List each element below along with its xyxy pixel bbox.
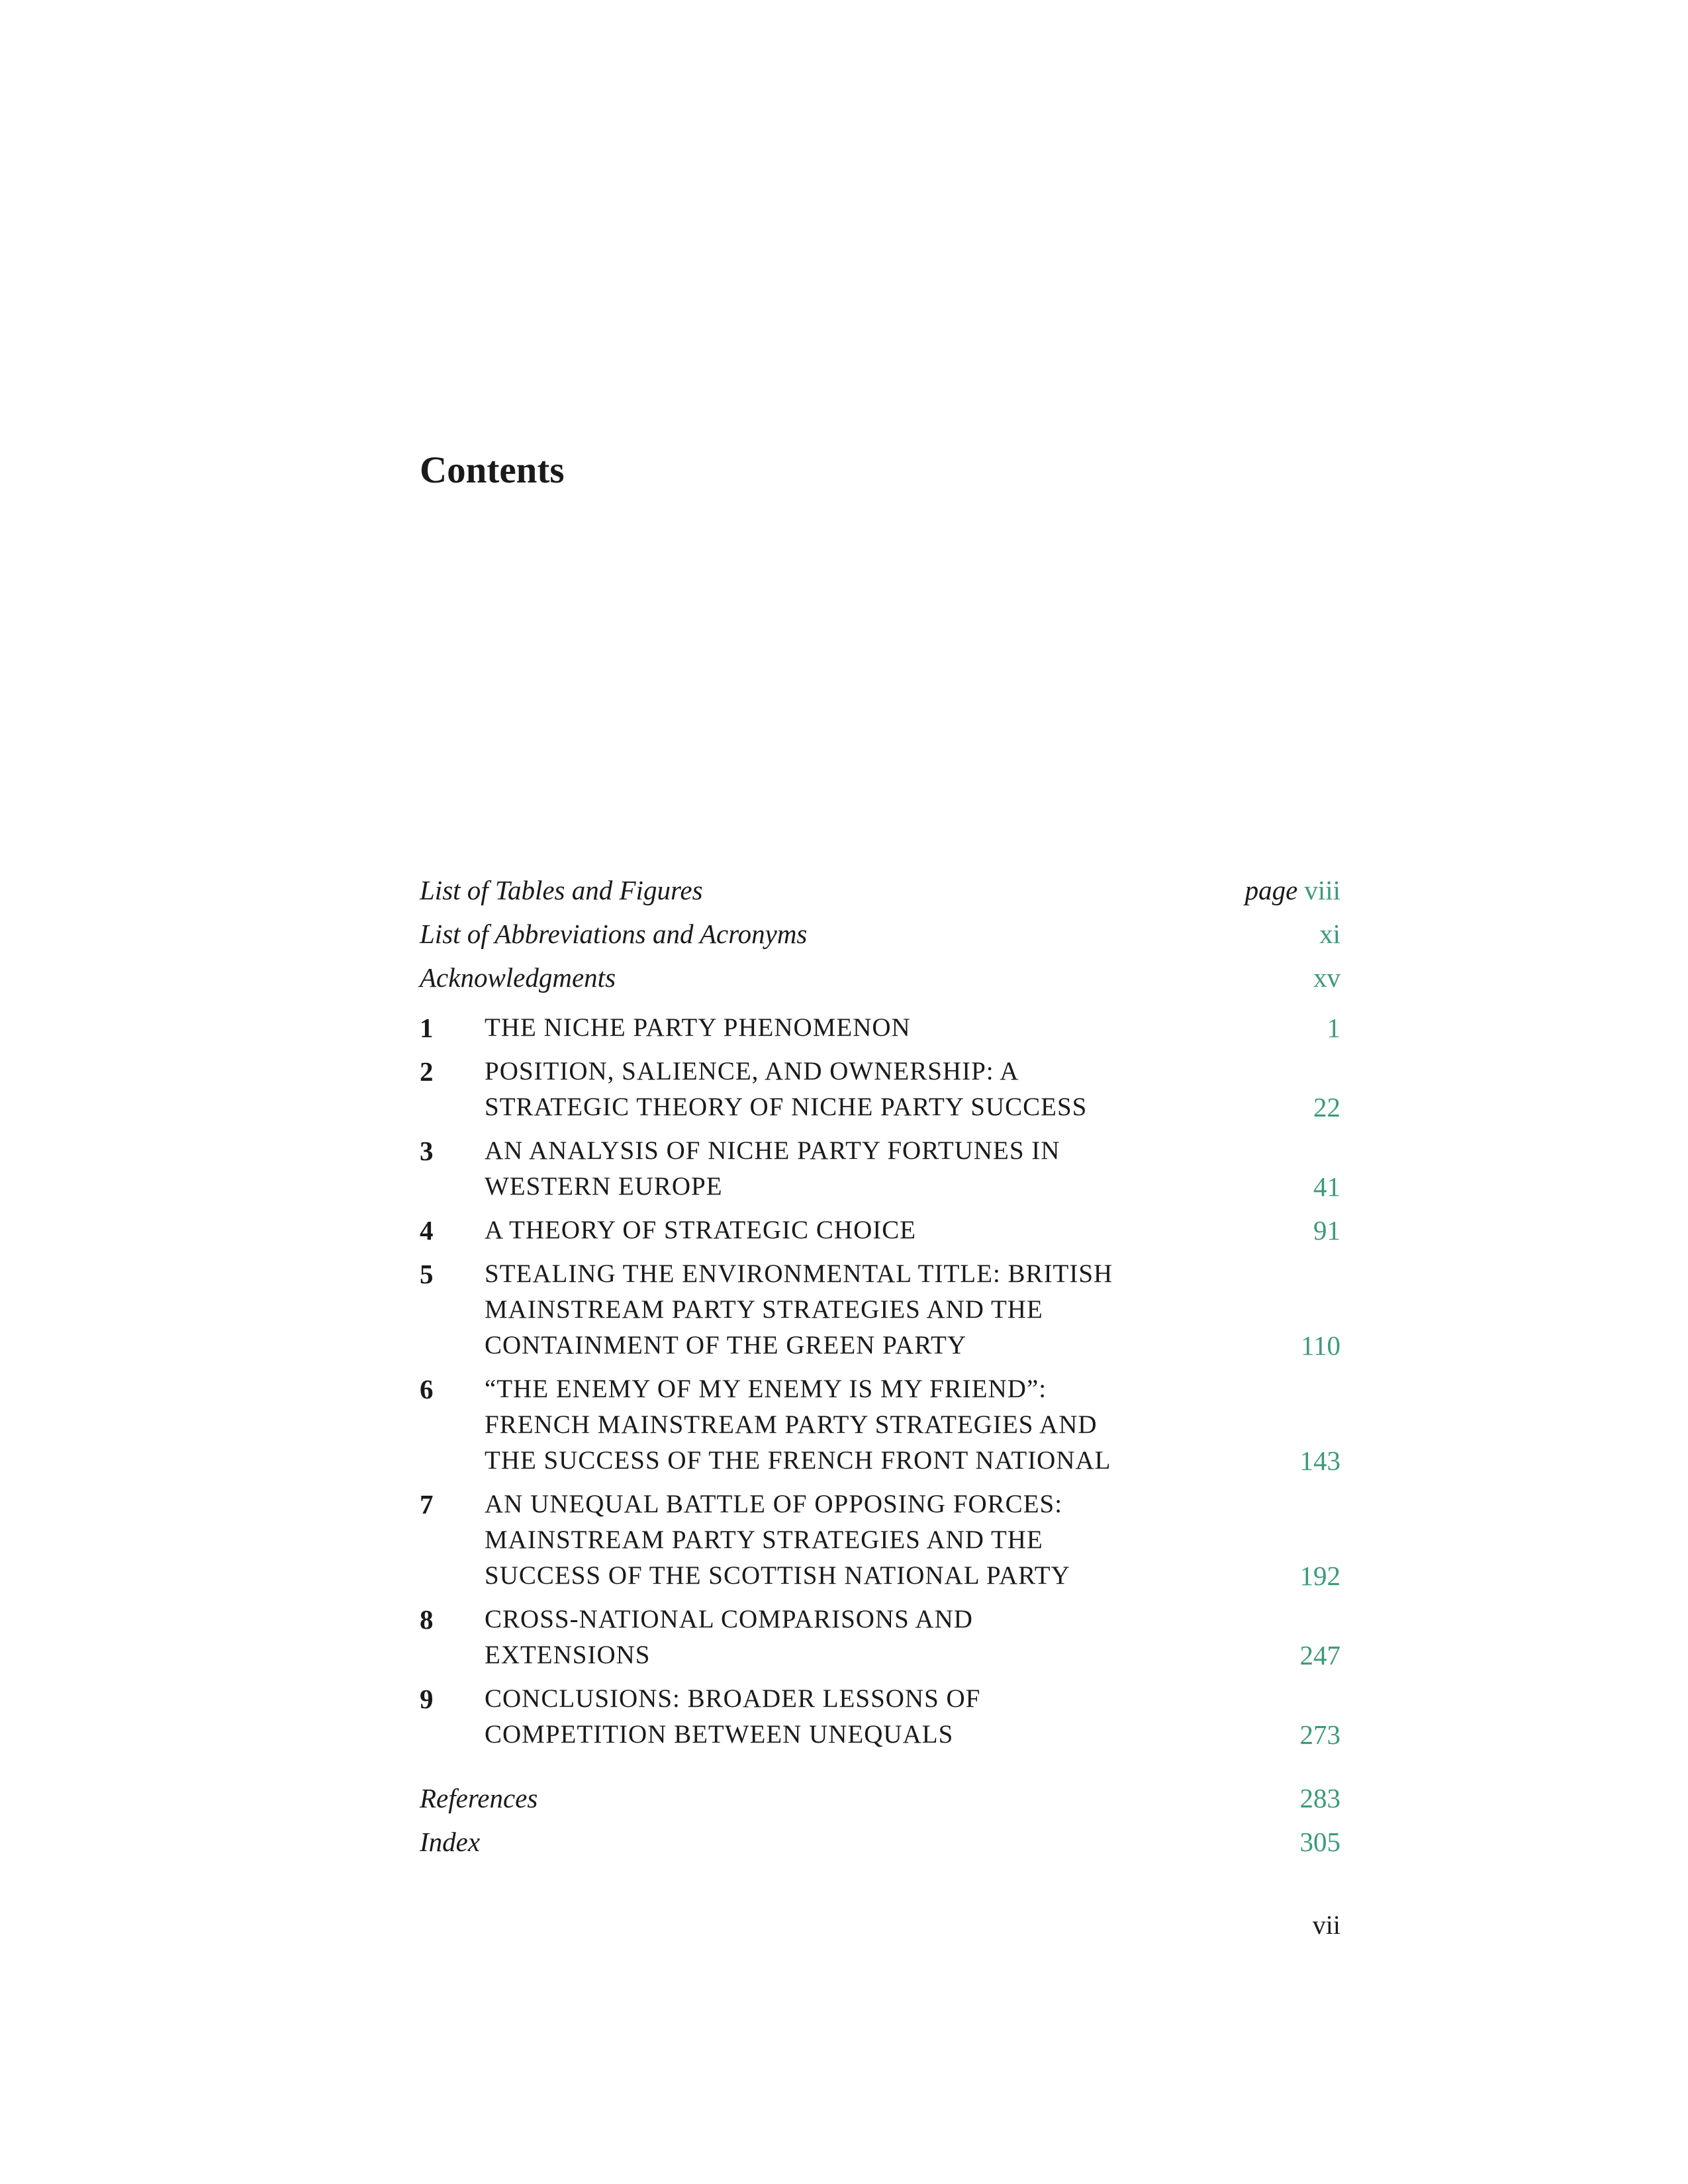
chapter-title xyxy=(485,1133,1288,1205)
page-number: 22 xyxy=(1313,1092,1340,1122)
page-number: 305 xyxy=(1299,1827,1340,1857)
chapter-number: 9 xyxy=(420,1684,434,1714)
chapter-title-line: EXTENSIONS xyxy=(485,1641,651,1669)
chapter-number: 3 xyxy=(420,1136,434,1166)
toc-chapter-8[interactable] xyxy=(420,1602,1340,1673)
toc-chapter-4[interactable] xyxy=(420,1212,1340,1248)
chapter-number: 4 xyxy=(420,1215,434,1246)
page-number: xi xyxy=(1319,919,1340,949)
chapter-title-line: STRATEGIC THEORY OF NICHE PARTY SUCCESS xyxy=(485,1093,1088,1121)
chapter-number: 7 xyxy=(420,1489,434,1520)
toc-chapter-7[interactable] xyxy=(420,1486,1340,1594)
toc-entry-abbreviations[interactable] xyxy=(420,908,1340,952)
toc-entry-tables-figures[interactable] xyxy=(420,864,1340,908)
toc-entry-title: List of Abbreviations and Acronyms xyxy=(420,919,808,949)
page-number: xv xyxy=(1313,962,1340,993)
chapter-title-line: A THEORY OF STRATEGIC CHOICE xyxy=(485,1216,917,1244)
chapter-number: 6 xyxy=(420,1374,434,1404)
chapter-title-line: THE SUCCESS OF THE FRENCH FRONT NATIONAL xyxy=(485,1446,1111,1475)
chapter-number: 1 xyxy=(420,1013,434,1043)
toc-entry-page xyxy=(1245,872,1340,908)
toc-entry-index[interactable] xyxy=(420,1816,1340,1860)
chapter-title-line: POSITION, SALIENCE, AND OWNERSHIP: A xyxy=(485,1057,1019,1085)
chapter-title-line: “THE ENEMY OF MY ENEMY IS MY FRIEND”: xyxy=(485,1375,1047,1403)
toc-entry-title: List of Tables and Figures xyxy=(420,875,703,905)
chapter-title-line: CONCLUSIONS: BROADER LESSONS OF xyxy=(485,1684,981,1713)
toc-chapter-6[interactable] xyxy=(420,1371,1340,1479)
chapter-title xyxy=(485,1681,1288,1752)
chapter-title-line: CONTAINMENT OF THE GREEN PARTY xyxy=(485,1331,967,1359)
toc-entry-title: References xyxy=(420,1783,538,1813)
chapter-title-line: FRENCH MAINSTREAM PARTY STRATEGIES AND xyxy=(485,1410,1098,1439)
chapter-title xyxy=(485,1256,1288,1363)
table-of-contents xyxy=(420,864,1340,1860)
toc-chapter-2[interactable] xyxy=(420,1054,1340,1125)
chapter-title-line: CROSS-NATIONAL COMPARISONS AND xyxy=(485,1605,973,1633)
toc-entry-references[interactable] xyxy=(420,1772,1340,1816)
toc-chapter-1[interactable] xyxy=(420,1010,1340,1046)
chapter-title xyxy=(485,1371,1288,1479)
chapter-title-line: AN ANALYSIS OF NICHE PARTY FORTUNES IN xyxy=(485,1136,1060,1165)
page-number: 273 xyxy=(1299,1719,1340,1750)
chapter-title-line: MAINSTREAM PARTY STRATEGIES AND THE xyxy=(485,1525,1043,1554)
toc-chapter-5[interactable] xyxy=(420,1256,1340,1363)
page-number: 41 xyxy=(1313,1171,1340,1202)
page-number: 143 xyxy=(1299,1445,1340,1476)
chapter-title-line: SUCCESS OF THE SCOTTISH NATIONAL PARTY xyxy=(485,1561,1070,1590)
chapter-number: 2 xyxy=(420,1056,434,1087)
chapter-title xyxy=(485,1010,1288,1046)
toc-entry-title: Index xyxy=(420,1827,481,1857)
page-number: 1 xyxy=(1327,1013,1340,1043)
chapter-number: 5 xyxy=(420,1259,434,1289)
page-number: 110 xyxy=(1301,1330,1340,1361)
page-number: viii xyxy=(1304,875,1340,905)
chapter-title xyxy=(485,1486,1288,1594)
chapter-number: 8 xyxy=(420,1604,434,1635)
chapter-title-line: STEALING THE ENVIRONMENTAL TITLE: BRITISH xyxy=(485,1259,1113,1288)
chapter-title xyxy=(485,1212,1288,1248)
page-number: 91 xyxy=(1313,1215,1340,1246)
page-number: 247 xyxy=(1299,1640,1340,1670)
toc-entry-title: Acknowledgments xyxy=(420,962,616,993)
chapter-title-line: AN UNEQUAL BATTLE OF OPPOSING FORCES: xyxy=(485,1490,1063,1518)
toc-chapter-3[interactable] xyxy=(420,1133,1340,1205)
toc-chapter-9[interactable] xyxy=(420,1681,1340,1752)
chapter-title-line: THE NICHE PARTY PHENOMENON xyxy=(485,1013,911,1042)
page-title: Contents xyxy=(420,449,565,491)
chapter-title xyxy=(485,1602,1288,1673)
chapter-title-line: COMPETITION BETWEEN UNEQUALS xyxy=(485,1720,954,1749)
page-prefix: page xyxy=(1244,875,1298,905)
chapter-title-line: MAINSTREAM PARTY STRATEGIES AND THE xyxy=(485,1295,1043,1324)
page-number: 192 xyxy=(1299,1561,1340,1591)
page-folio: vii xyxy=(1312,1910,1340,1940)
toc-entry-acknowledgments[interactable] xyxy=(420,952,1340,995)
chapter-title xyxy=(485,1054,1288,1125)
page-number: 283 xyxy=(1299,1783,1340,1813)
chapter-title-line: WESTERN EUROPE xyxy=(485,1172,723,1201)
